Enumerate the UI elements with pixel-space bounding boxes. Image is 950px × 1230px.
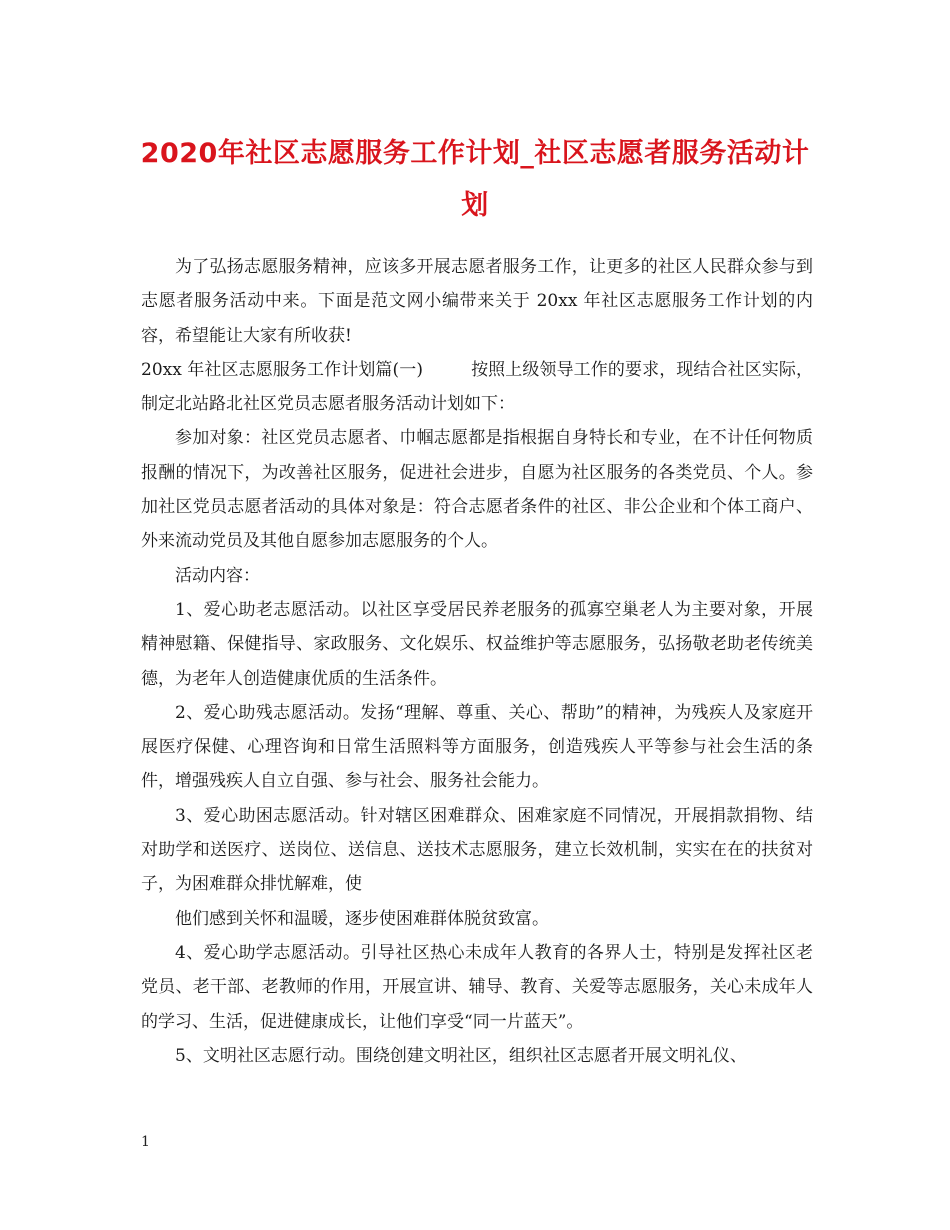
document-title: 2020年社区志愿服务工作计划_社区志愿者服务活动计划 — [140, 138, 810, 221]
document-body — [141, 250, 813, 1073]
activity-item-3: 3、爱心助困志愿活动。针对辖区困难群众、困难家庭不同情况，开展捐款捐物、结对助学和送医疗、送岗位、送信息、送技术志愿服务，建立长效机制，实实在在的扶贫对子，为困难群众排忧解难，使 — [141, 805, 813, 895]
section-heading: 20xx 年社区志愿服务工作计划篇(一) — [141, 359, 423, 380]
activity-item-4: 4、爱心助学志愿活动。引导社区热心未成年人教育的各界人士，特别是发挥社区老党员、老干部、老教师的作用，开展宣讲、辅导、教育、关爱等志愿服务，关心未成年人的学习、生活，促进健康成长，让他们享受“同一片蓝天”。 — [141, 942, 813, 1032]
activity-item-3-continued: 他们感到关怀和温暖，逐步使困难群体脱贫致富。 — [175, 908, 549, 929]
participants-paragraph: 参加对象：社区党员志愿者、巾帼志愿都是指根据自身特长和专业，在不计任何物质报酬的情况下，为改善社区服务，促进社会进步，自愿为社区服务的各类党员、个人。参加社区党员志愿者活动的具体对象是：符合志愿者条件的社区、非公企业和个体工商户、外来流动党员及其他自愿参加志愿服务的个人。 — [141, 428, 813, 552]
activity-item-5: 5、文明社区志愿行动。围绕创建文明社区，组织社区志愿者开展文明礼仪、 — [175, 1045, 747, 1066]
section-lead: 按照上级领导工作的要求，现结合社区实际，制定北站路北社区党员志愿者服务活动计划如下： — [141, 359, 813, 415]
section-paragraph — [141, 353, 813, 422]
activity-item-1: 1、爱心助老志愿活动。以社区享受居民养老服务的孤寡空巢老人为主要对象，开展精神慰籍、保健指导、家政服务、文化娱乐、权益维护等志愿服务，弘扬敬老助老传统美德，为老年人创造健康优质的生活条件。 — [141, 599, 813, 689]
activity-item-2: 2、爱心助残志愿活动。发扬“理解、尊重、关心、帮助”的精神，为残疾人及家庭开展医疗保健、心理咨询和日常生活照料等方面服务，创造残疾人平等参与社会生活的条件，增强残疾人自立自强、参与社会、服务社会能力。 — [141, 702, 813, 792]
page-number: 1 — [141, 1134, 150, 1150]
activities-heading: 活动内容： — [175, 565, 260, 586]
intro-paragraph: 为了弘扬志愿服务精神，应该多开展志愿者服务工作，让更多的社区人民群众参与到志愿者服务活动中来。下面是范文网小编带来关于 20xx 年社区志愿服务工作计划的内容，希望能让大家有所收获! — [141, 257, 813, 346]
